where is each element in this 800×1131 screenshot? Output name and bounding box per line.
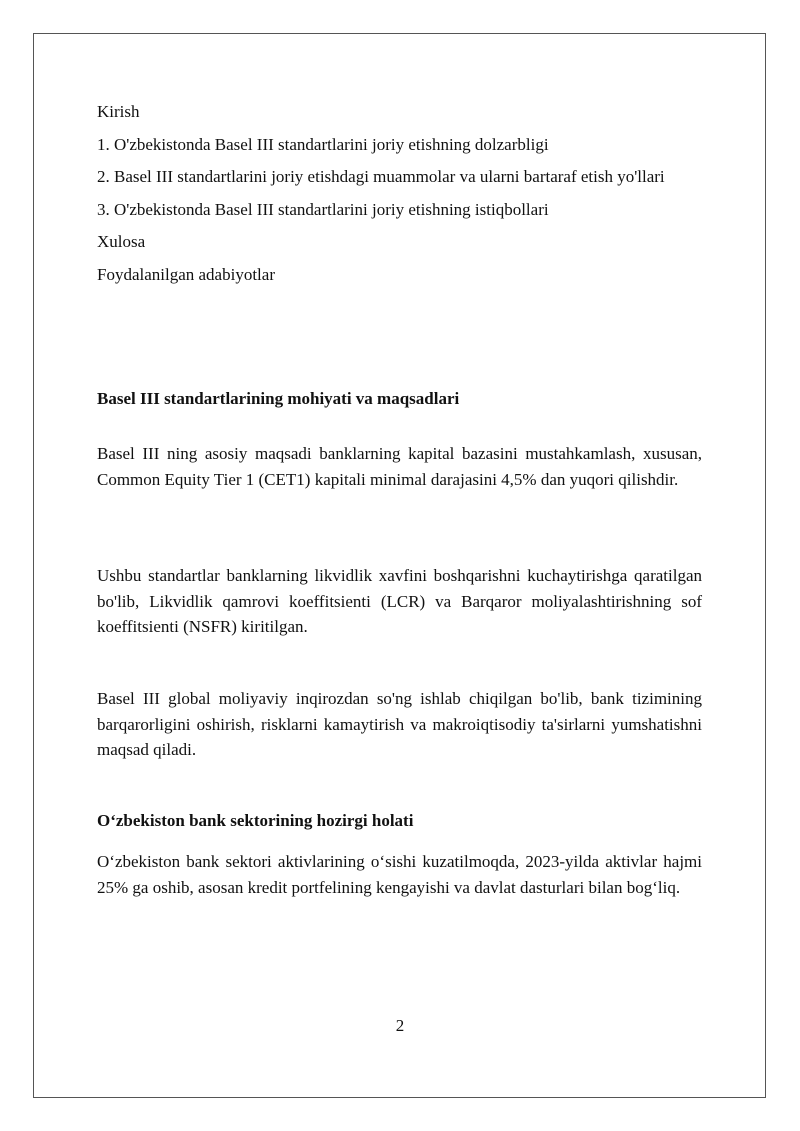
paragraph-bank-sector-1: O‘zbekiston bank sektori aktivlarining o‘sishi kuzatilmoqda, 2023-yilda aktivlar hajmi 25% ga oshib, asosan kredit portfelining kengayishi va davlat dasturlari bilan bog‘liq.	[97, 852, 702, 897]
toc-item-1: 1. O'zbekistonda Basel III standartlarini joriy etishning dolzarbligi	[97, 134, 549, 154]
section-heading-basel: Basel III standartlarining mohiyati va maqsadlari	[97, 389, 460, 408]
toc-item-references: Foydalanilgan adabiyotlar	[97, 264, 275, 284]
toc-item-intro: Kirish	[97, 102, 140, 121]
toc-item-2: 2. Basel III standartlarini joriy etishdagi muammolar va ularni bartaraf etish yo'llari	[97, 167, 665, 186]
paragraph-basel-3: Basel III global moliyaviy inqirozdan so'ng ishlab chiqilgan bo'lib, bank tizimining barqarorligini oshirish, risklarni kamaytirish va makroiqtisodiy ta'sirlarni yumshatishni maqsad qiladi.	[97, 689, 702, 759]
table-of-contents	[97, 96, 702, 291]
section-heading-bank-sector: O‘zbekiston bank sektorining hozirgi holati	[97, 811, 414, 830]
toc-item-conclusion: Xulosa	[97, 232, 146, 251]
toc-item-3: 3. O'zbekistonda Basel III standartlarini joriy etishning istiqbollari	[97, 199, 549, 219]
page-number: 2	[395, 1016, 405, 1035]
paragraph-basel-1: Basel III ning asosiy maqsadi banklarning kapital bazasini mustahkamlash, xususan, Common Equity Tier 1 (CET1) kapitali minimal darajasini 4,5% dan yuqori qilishdir.	[97, 444, 702, 489]
paragraph-basel-2: Ushbu standartlar banklarning likvidlik xavfini boshqarishni kuchaytirishga qaratilgan bo'lib, Likvidlik qamrovi koeffitsienti (LCR) va Barqaror moliyalashtirishning sof koeffitsienti (NSFR) kiritilgan.	[97, 566, 702, 636]
